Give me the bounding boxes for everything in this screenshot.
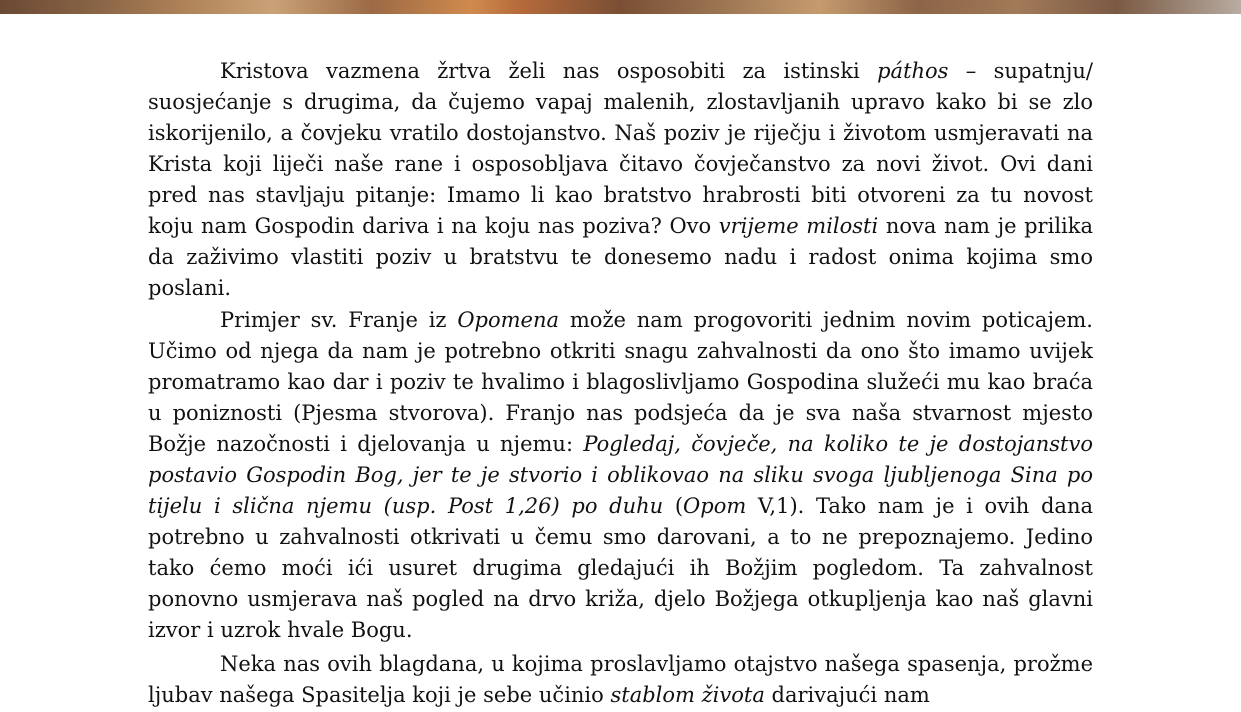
- text-run: može nam progovoriti jednim novim poticajem. Učimo od njega da nam je potrebno otkriti snagu zahvalnosti da ono što imamo uvijek promatramo kao dar i poziv te hvalimo i blagoslivljamo Gospodina služeći mu kao braća u poniznosti (Pjesma stvorova). Franjo nas podsjeća da je sva naša stvarnost mjesto Božje nazočnosti i djelovanja u njemu:: [148, 308, 1093, 456]
- text-run: Neka nas ovih blagdana, u kojima proslavljamo otajstvo našega spasenja, prožme ljubav našega Spasitelja koji je sebe učinio: [148, 652, 1093, 707]
- italic-run: stablom života: [610, 683, 765, 707]
- italic-run: vrijeme milosti: [718, 214, 879, 238]
- document-body: [148, 56, 1093, 712]
- text-run: V,1). Tako nam je i ovih dana potrebno u zahvalnosti otkrivati u čemu smo darovani, a to ne prepoznajemo. Jedino tako ćemo moći ići usuret drugima gledajući ih Božjim pogledom. Ta zahvalnost ponovno usmjerava naš pogled na drvo križa, djelo Božjega otkupljenja kao naš glavni izvor i uzrok hvale Bogu.: [148, 494, 1093, 642]
- text-run: – supatnju/ suosjećanje s drugima, da čujemo vapaj malenih, zlostavljanih upravo kako bi se zlo iskorijenilo, a čovjeku vratilo dostojanstvo. Naš poziv je riječju i životom usmjeravati na Krista koji liječi naše rane i osposobljava čitavo čovječanstvo za novi život. Ovi dani pred nas stavljaju pitanje: Imamo li kao bratstvo hrabrosti biti otvoreni za tu novost koju nam Gospodin dariva i na koju nas poziva? Ovo: [148, 59, 1093, 238]
- paragraph-2: [148, 305, 1093, 646]
- paragraph-3: [148, 649, 1093, 711]
- italic-run: Opomena: [457, 308, 560, 332]
- text-run: Kristova vazmena žrtva želi nas osposobiti za istinski: [220, 59, 878, 83]
- text-run: nova nam je prilika da zaživimo vlastiti poziv u bratstvu te donesemo nadu i radost onima kojima smo poslani.: [148, 214, 1093, 300]
- paragraph-1: [148, 56, 1093, 304]
- text-run: Primjer sv. Franje iz: [220, 308, 458, 332]
- italic-quote: Pogledaj, čovječe, na koliko te je dostojanstvo postavio Gospodin Bog, jer te je stvorio i oblikovao na sliku svoga ljubljenoga Sina po tijelu i slična njemu (usp. Post 1,26) po duhu: [148, 432, 1093, 518]
- text-run: (: [663, 494, 684, 518]
- text-run: darivajući nam: [764, 683, 930, 707]
- italic-run: páthos: [877, 59, 949, 83]
- italic-run: Opom: [683, 494, 747, 518]
- header-image-strip: [0, 0, 1241, 14]
